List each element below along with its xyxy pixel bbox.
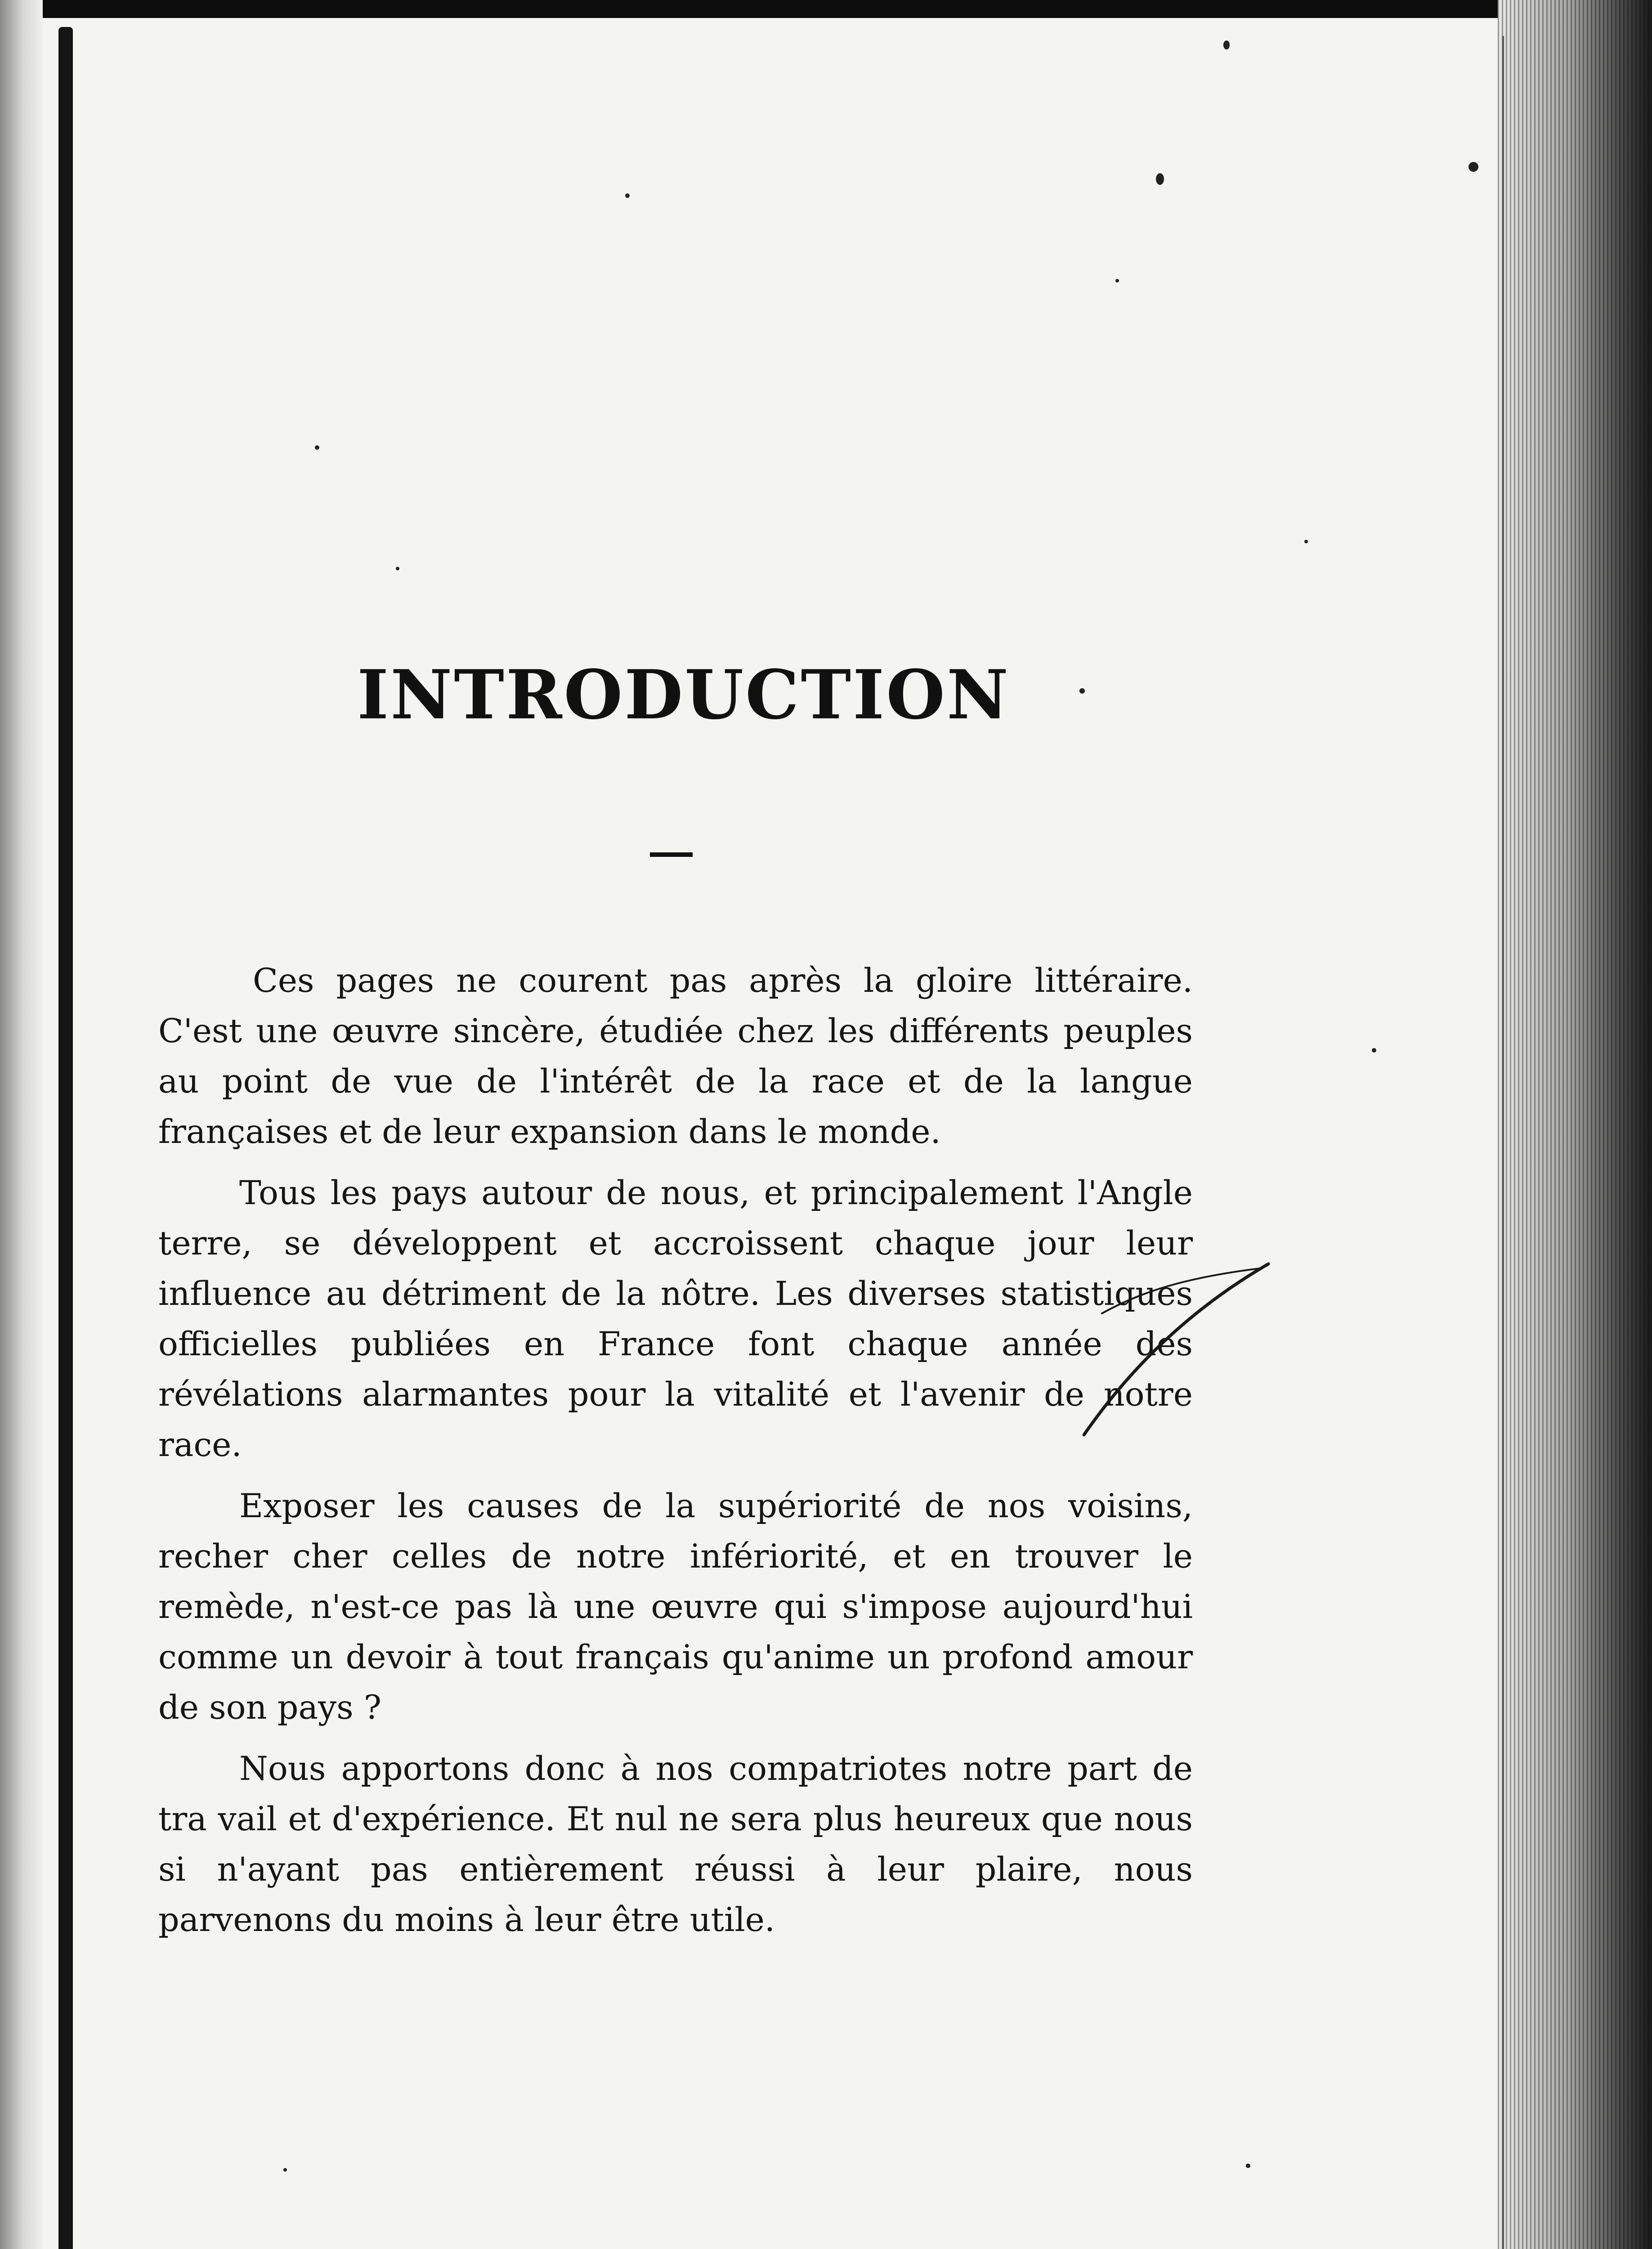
heading-divider <box>650 852 693 857</box>
right-page-stack-edge <box>1498 0 1652 2249</box>
binding-gutter <box>58 27 73 2249</box>
body-text <box>158 956 1193 1956</box>
scan-speck <box>625 193 630 198</box>
scan-speck <box>1079 688 1085 694</box>
scan-speck <box>1468 162 1478 172</box>
scan-speck <box>1223 40 1230 49</box>
paragraph: Nous apportons donc à nos compatriotes notre part de tra vail et d'expérience. Et nul ne sera plus heureux que nous si n'ayant pas entièrement réussi à leur plaire, nous parvenons du moins à leur être utile. <box>158 1750 1193 1939</box>
scan-speck <box>315 445 319 450</box>
scan-speck <box>396 567 399 570</box>
paragraph: Ces pages ne courent pas après la gloire littéraire. C'est une œuvre sincère, étudiée chez les différents peuples au point de vue de l'intérêt de la race et de la langue françaises et de leur expansion dans le monde. <box>158 962 1193 1151</box>
scan-speck <box>1156 173 1164 185</box>
scan-speck <box>1372 1048 1376 1053</box>
paragraph: Tous les pays autour de nous, et principalement l'Angle terre, se développent et accroissent chaque jour leur influence au détriment de la nôtre. Les diverses statistiques officielles publiées en France font chaque année des révélations alarmantes pour la vitalité et l'avenir de notre race. <box>158 1174 1193 1464</box>
page-heading: INTRODUCTION <box>357 655 1011 735</box>
paragraph: Exposer les causes de la supériorité de nos voisins, recher cher celles de notre infériorité, et en trouver le remède, n'est-ce pas là une œuvre qui s'impose aujourd'hui comme un devoir à tout français qu'anime un profond amour de son pays ? <box>158 1487 1193 1727</box>
scan-speck <box>1304 540 1308 543</box>
scan-speck <box>1246 2164 1250 2168</box>
scan-speck <box>283 2168 287 2172</box>
right-edge-rule <box>1502 36 1504 2249</box>
top-scan-edge <box>0 0 1652 18</box>
left-scan-edge <box>0 0 43 2249</box>
scan-speck <box>1115 279 1119 282</box>
pen-stroke-mark <box>1070 1259 1277 1448</box>
